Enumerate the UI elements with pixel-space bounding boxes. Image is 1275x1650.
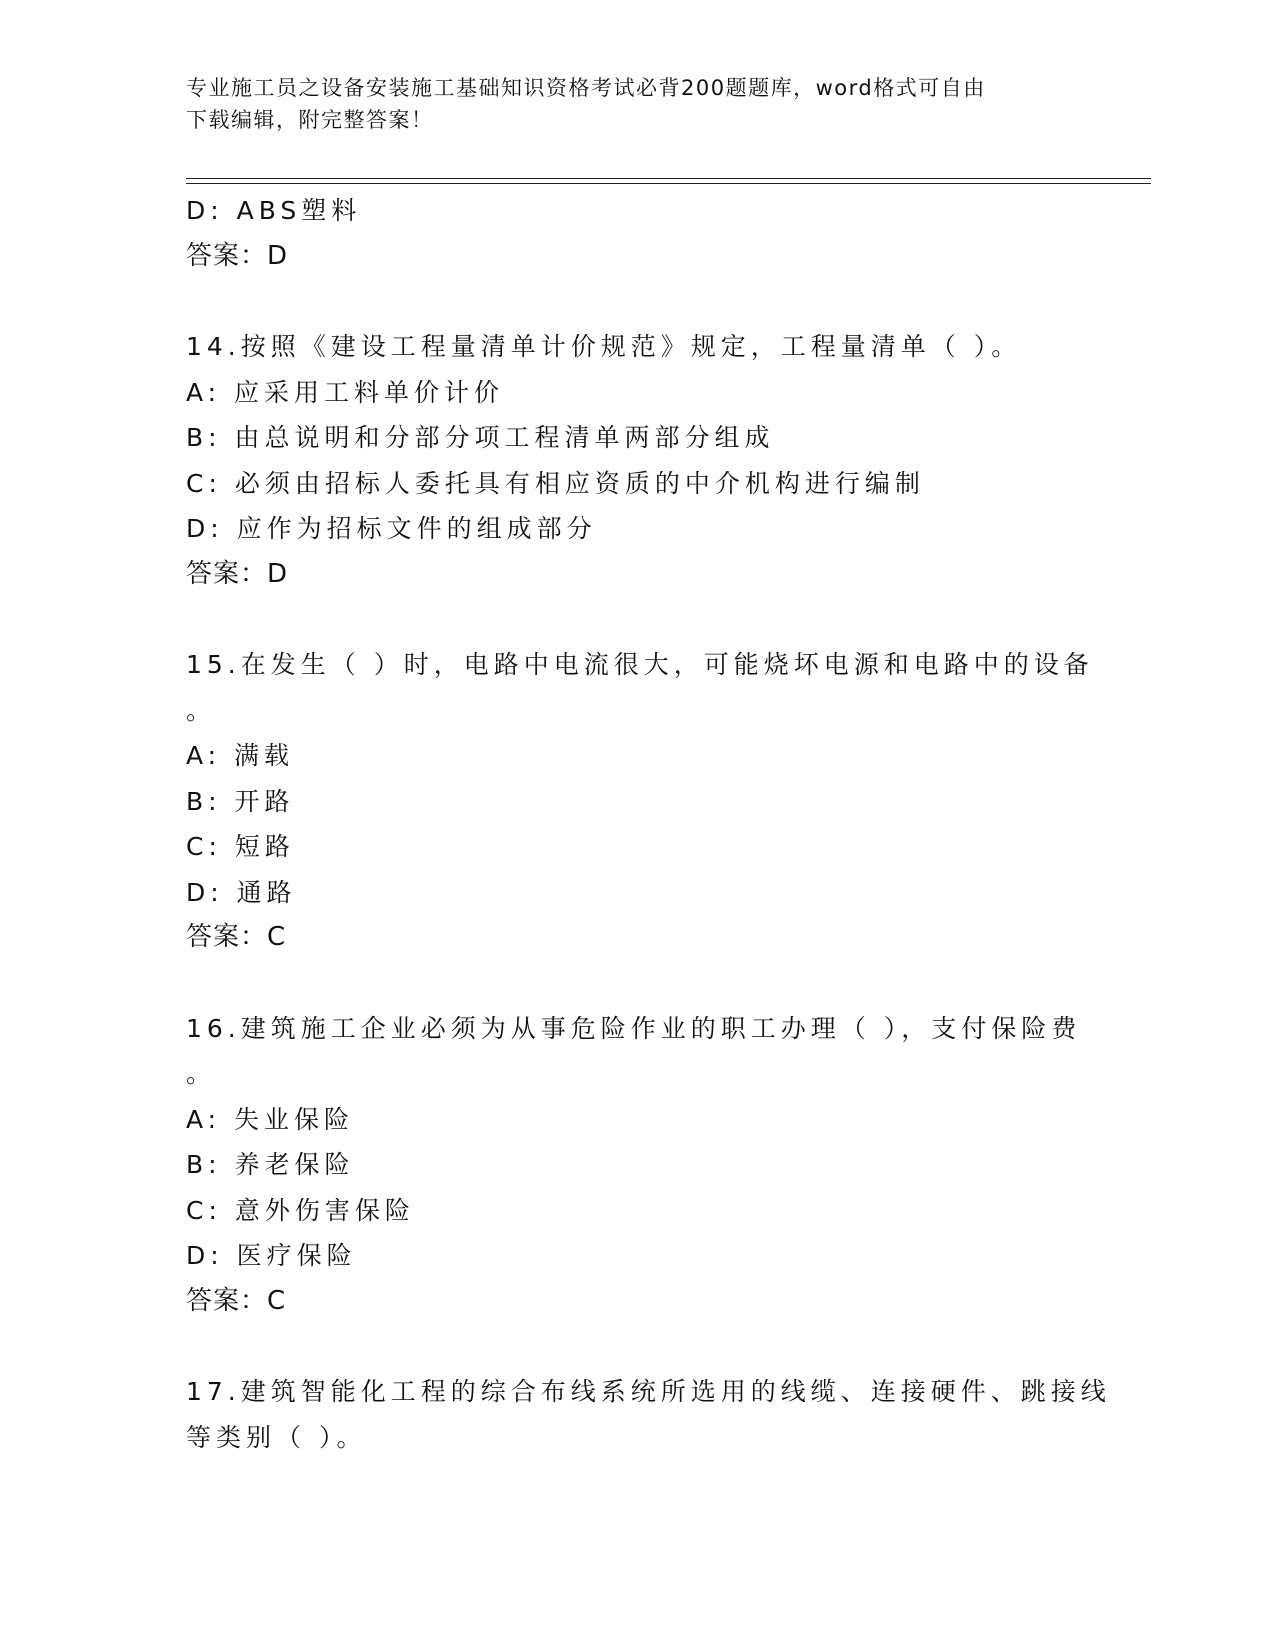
previous-question-tail: [186, 188, 1086, 279]
question-stem: 15.在发生（ ）时，电路中电流很大，可能烧坏电源和电路中的设备: [186, 650, 1094, 679]
document-header: [186, 72, 1086, 136]
answer-line: 答案：C: [186, 922, 287, 952]
option-d: D: 通路: [186, 877, 297, 907]
header-line-1: 专业施工员之设备安装施工基础知识资格考试必背200题题库，word格式可自由: [186, 76, 986, 100]
option-c: C: 短路: [186, 832, 295, 861]
option-d: D: ABS塑料: [186, 196, 362, 225]
question-stem: 17.建筑智能化工程的综合布线系统所选用的线缆、连接硬件、跳接线: [186, 1377, 1111, 1406]
question-list: [186, 188, 1111, 1460]
question-17: [186, 1369, 1111, 1460]
answer-line: 答案：D: [186, 558, 289, 589]
question-stem: 16.建筑施工企业必须为从事危险作业的职工办理（ ），支付保险费: [186, 1013, 1082, 1043]
option-b: B: 开路: [186, 786, 295, 816]
question-stem-continuation: 。: [186, 1059, 212, 1088]
option-b: B: 养老保险: [186, 1150, 355, 1179]
question-stem-continuation: 等类别（ ）。: [186, 1422, 367, 1452]
question-stem-continuation: 。: [186, 695, 212, 725]
option-c: C: 必须由招标人委托具有相应资质的中介机构进行编制: [186, 468, 925, 498]
option-d: D: 应作为招标文件的组成部分: [186, 514, 597, 543]
header-divider-top: [186, 178, 1151, 179]
question-stem: 14.按照《建设工程量清单计价规范》规定，工程量清单（ ）。: [186, 332, 1022, 361]
answer-line: 答案：C: [186, 1285, 287, 1316]
option-c: C: 意外伤害保险: [186, 1195, 415, 1225]
option-a: A: 满载: [186, 741, 295, 770]
header-divider-bottom: [186, 183, 1151, 184]
question-16: [186, 1006, 1086, 1325]
question-15: [186, 642, 1094, 961]
question-14: [186, 324, 1086, 597]
header-line-2: 下载编辑，附完整答案！: [186, 108, 434, 132]
option-b: B: 由总说明和分部分项工程清单两部分组成: [186, 423, 775, 452]
option-d: D: 医疗保险: [186, 1241, 357, 1270]
option-a: A: 失业保险: [186, 1104, 355, 1134]
answer-line: 答案：D: [186, 240, 289, 271]
option-a: A: 应采用工料单价计价: [186, 377, 505, 407]
